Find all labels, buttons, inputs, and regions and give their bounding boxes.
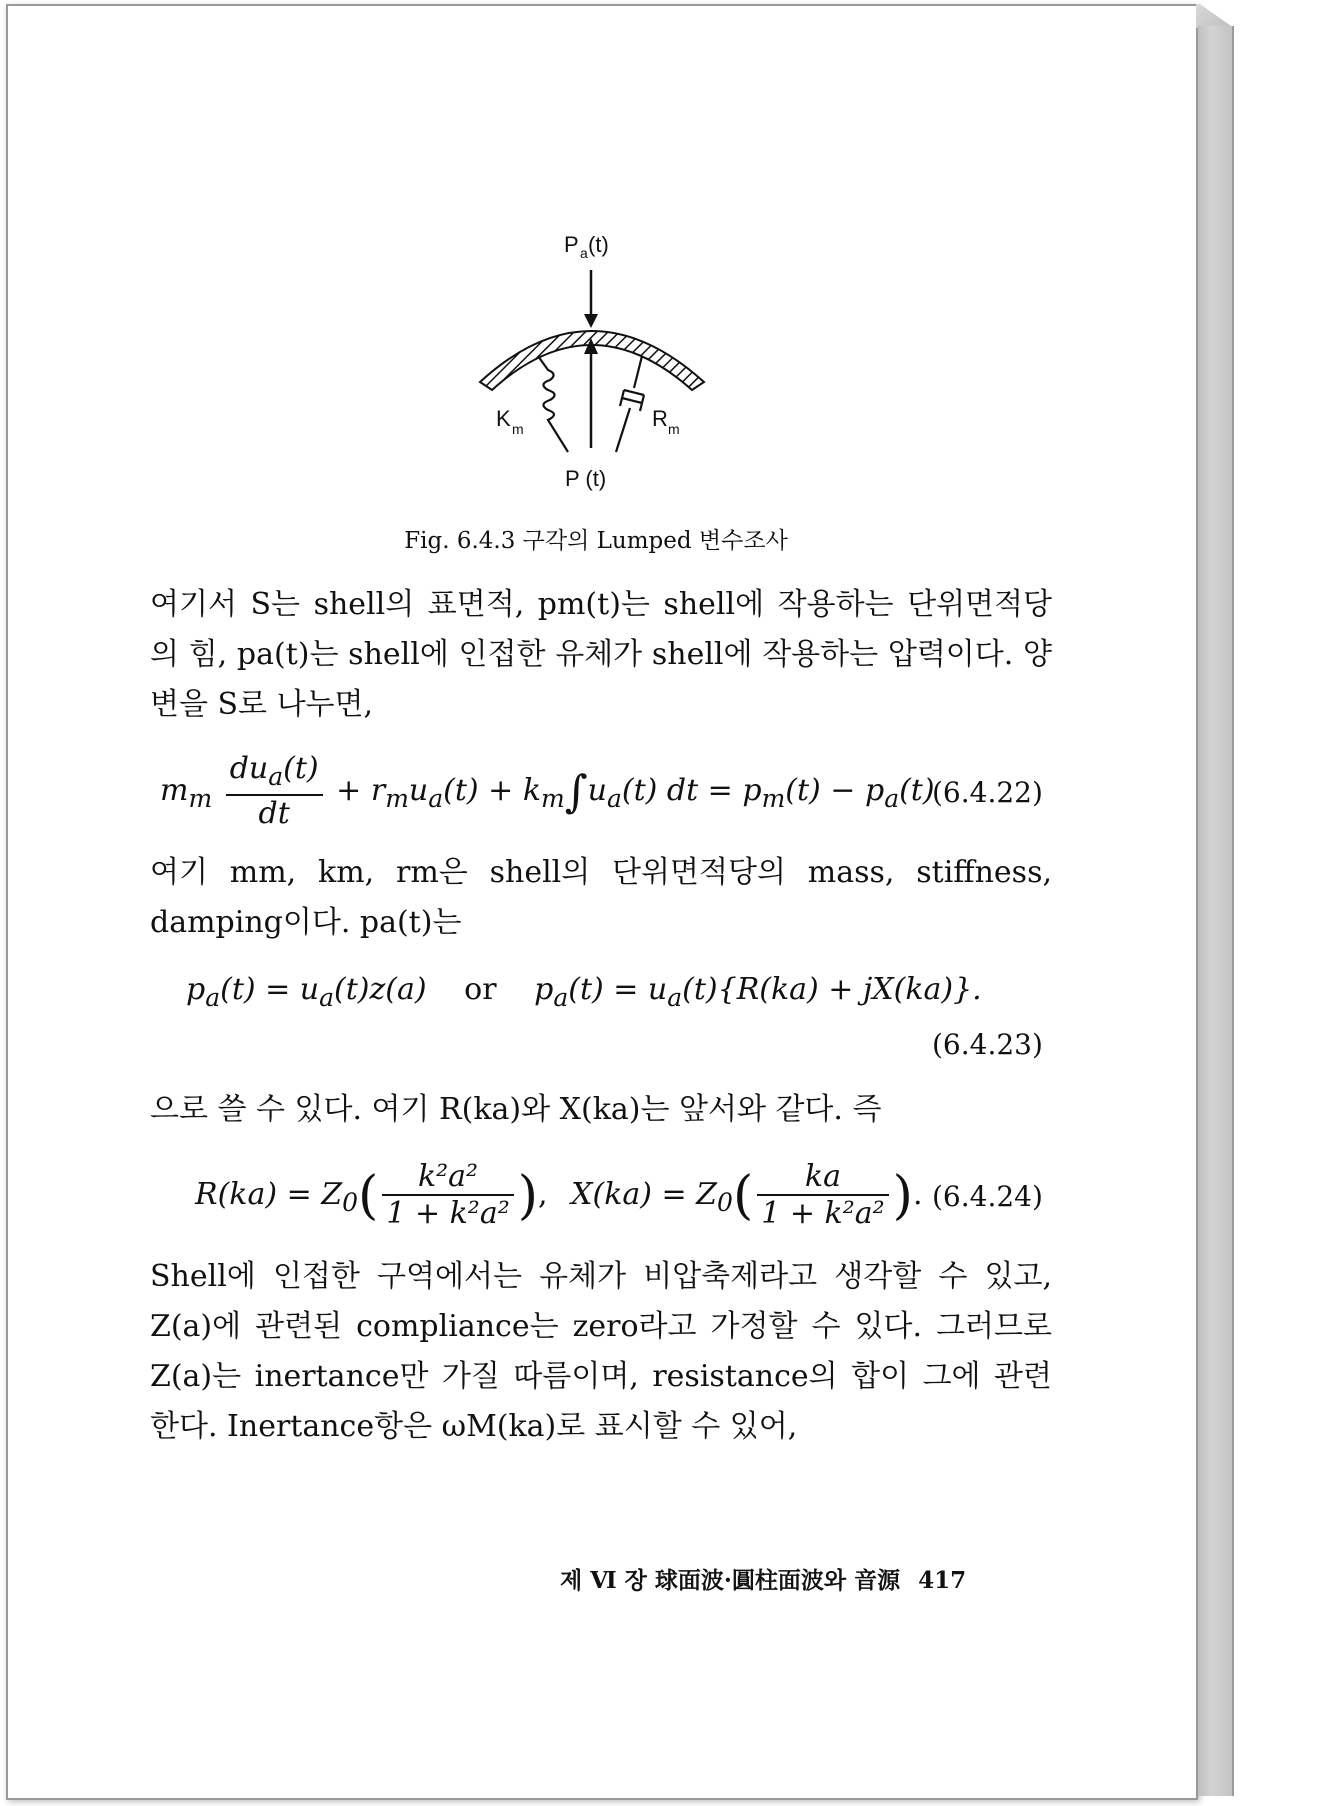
- pa-label-sub: a: [580, 245, 588, 261]
- eq23-part3: (t)z(a): [334, 972, 427, 1007]
- eq22-rest-sub: m: [385, 784, 409, 813]
- eq24-x-close-paren: ): [892, 1166, 913, 1226]
- eq23-number: (6.4.23): [932, 1028, 1043, 1061]
- paragraph-3: 으로 쓸 수 있다. 여기 R(ka)와 X(ka)는 앞서와 같다. 즉: [150, 1092, 882, 1127]
- rm-label-sub: m: [668, 421, 680, 437]
- eq22-integral: ∫: [564, 766, 588, 818]
- pa-arrowhead: [584, 314, 598, 328]
- eq22-num-tail: (t): [283, 751, 319, 786]
- pa-label: P: [564, 232, 579, 257]
- eq24-r-den: 1 + k²a²: [386, 1196, 510, 1231]
- eq22-rest5: (t) dt = p: [621, 773, 762, 808]
- eq24-r-num: k²a²: [382, 1160, 513, 1196]
- eq24-x-lhs: X(ka) = Z: [571, 1177, 718, 1212]
- eq22-lead: m: [160, 773, 189, 808]
- paragraph-4: Shell에 인접한 구역에서는 유체가 비압축제라고 생각할 수 있고, Z(a)에 관련된 compliance는 zero라고 가정할 수 있다. 그러므로 Z(a)는 inertance만 가질 따름이며, resistance의 합이 그에 관련한다. Inertance항은 ωM(ka)로 표시할 수 있어,: [150, 1259, 1052, 1444]
- chapter-title: 제 Ⅵ 장 球面波·圓柱面波와 音源: [560, 1567, 901, 1594]
- km-label: K: [496, 406, 511, 431]
- eq22-number: (6.4.22): [932, 776, 1043, 809]
- eq24-r-lhs: R(ka) = Z: [195, 1177, 343, 1212]
- eq24-r-close-paren: ): [517, 1166, 539, 1226]
- eq22-num-main: du: [229, 751, 269, 786]
- eq23-part6: (t){R(ka) + jX(ka)}.: [682, 972, 982, 1007]
- eq22-rest5-sub: m: [761, 784, 786, 813]
- eq23-part1-sub: a: [205, 983, 221, 1012]
- eq22-rest2-sub: a: [428, 784, 444, 813]
- eq22-lead-sub: m: [188, 784, 213, 813]
- book-spine-top: [1196, 4, 1234, 28]
- dashpot-rod-top: [634, 356, 642, 388]
- eq23-part5-sub: a: [667, 983, 683, 1012]
- dashpot-rod-bottom: [616, 408, 630, 452]
- rm-label: R: [652, 406, 668, 431]
- page-footer: [560, 1562, 966, 1595]
- eq23-part2: (t) = u: [220, 972, 320, 1007]
- dashpot-body: [620, 390, 644, 411]
- eq22-rest3-sub: m: [541, 784, 565, 813]
- book-spine: [1198, 26, 1234, 1796]
- eq22-rest6: (t) − p: [785, 773, 885, 808]
- p-bottom-label: P (t): [565, 466, 607, 491]
- eq24-x-num: ka: [757, 1160, 888, 1196]
- spring-km: [538, 356, 568, 452]
- eq24-x-sub: 0: [717, 1188, 733, 1217]
- eq24-number: (6.4.24): [932, 1180, 1043, 1213]
- eq24-sep: ,: [538, 1177, 548, 1212]
- eq24-x-open-paren: (: [732, 1166, 754, 1226]
- eq24-r-fraction: [382, 1160, 513, 1232]
- eq22-rest2: u: [408, 773, 429, 808]
- eq22-frac-den: dt: [258, 796, 290, 831]
- eq24-end: .: [912, 1177, 923, 1212]
- eq22-rest4: u: [587, 773, 607, 808]
- eq22-rest3: (t) + k: [443, 773, 541, 808]
- eq22-rest6-sub: a: [884, 784, 900, 813]
- eq22-fraction: [226, 752, 323, 832]
- eq23-part5: (t) = u: [568, 972, 668, 1007]
- eq24-r-sub: 0: [342, 1188, 359, 1217]
- eq24-x-fraction: [757, 1160, 888, 1232]
- eq22-num-sub: a: [268, 762, 284, 791]
- paragraph-2: 여기 mm, km, rm은 shell의 단위면적당의 mass, stiffness, damping이다. pa(t)는: [150, 855, 1052, 940]
- equation-6-4-22: [160, 752, 935, 832]
- eq23-part4: p: [534, 972, 554, 1007]
- eq22-rest: + r: [336, 773, 386, 808]
- page-number: 417: [918, 1567, 967, 1594]
- pa-label-arg: (t): [588, 232, 609, 257]
- eq23-part1: p: [186, 972, 206, 1007]
- eq22-frac-num: [226, 752, 323, 796]
- eq22-rest7: (t): [899, 773, 935, 808]
- eq22-rest4-sub: a: [606, 784, 622, 813]
- paragraph-1: 여기서 S는 shell의 표면적, pm(t)는 shell에 작용하는 단위면적당의 힘, pa(t)는 shell에 인접한 유체가 shell에 작용하는 압력이다. 양변을 S로 나누면,: [150, 587, 1052, 722]
- eq24-r-open-paren: (: [358, 1166, 379, 1226]
- eq23-part4-sub: a: [553, 983, 569, 1012]
- eq23-or: or: [464, 972, 497, 1007]
- equation-6-4-24: [195, 1160, 923, 1232]
- equation-6-4-23: [186, 972, 982, 1012]
- shell-diagram: [460, 230, 770, 490]
- km-label-sub: m: [512, 421, 524, 437]
- eq23-part2-sub: a: [319, 983, 335, 1012]
- shell-lumped-figure: [460, 230, 770, 490]
- eq24-x-den: 1 + k²a²: [761, 1196, 885, 1231]
- figure-caption: Fig. 6.4.3 구각의 Lumped 변수조사: [404, 528, 788, 554]
